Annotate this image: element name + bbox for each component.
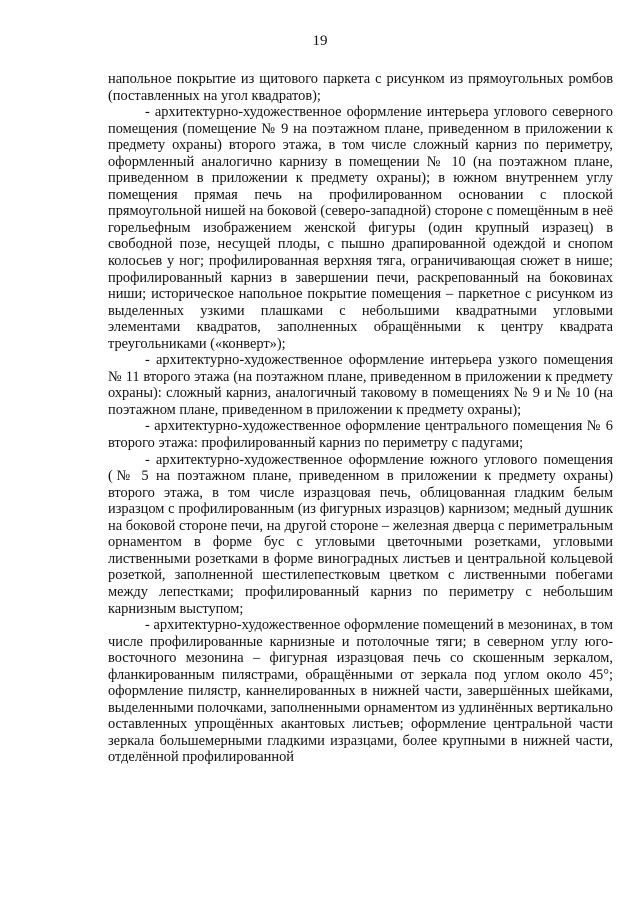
paragraph-room-11-interior: - архитектурно-художественное оформление интерьера узкого помещения № 11 второго этажа (на поэтажном плане, приведенном в приложении к предмету охраны): сложный карниз, аналогичный таковому в помещениях № 9 и № 10 (на поэтажном плане, приведенном в приложении к предмету охраны); [108, 352, 613, 418]
page-number: 19 [312, 33, 328, 49]
paragraph-mezzanine-interior: - архитектурно-художественное оформление помещений в мезонинах, в том числе профилированные карнизные и потолочные тяги; в северном углу юго-восточного мезонина – фигурная изразцовая печь со скошенным зеркалом, фланкированным пилястрами, обращёнными от зеркала под углом около 45°; оформление пилястр, каннелированных в нижней части, завершённых шейками, выделенными полочками, заполненными орнаментом из удлинённых вертикально оставленных упрощённых акантовых листьев; оформление центральной части зеркала большемерными гладкими изразцами, более крупными в нижней части, отделённой профилированной [108, 617, 613, 766]
paragraph-room-5-interior: - архитектурно-художественное оформление южного углового помещения (№ 5 на поэтажном плане, приведенном в приложении к предмету охраны) второго этажа, в том числе изразцовая печь, облицованная гладким белым изразцом с профилированным (из фигурных изразцов) карнизом; медный душник на боковой стороне печи, на другой стороне – железная дверца с периметральным орнаментом в форме бус с угловыми цветочными розетками, угловыми лиственными розетками в форме виноградных листьев и центральной кольцевой розеткой, заполненной шестилепестковым цветком с лиственными побегами между лепестками; профилированный карниз по периметру с небольшим карнизным выступом; [108, 451, 613, 617]
paragraph-floor-covering: напольное покрытие из щитового паркета с рисунком из прямоугольных ромбов (поставленных на угол квадратов); [108, 71, 613, 104]
document-body [108, 71, 613, 766]
paragraph-room-6-interior: - архитектурно-художественное оформление центрального помещения № 6 второго этажа: профилированный карниз по периметру с падугами; [108, 418, 613, 452]
paragraph-room-9-interior: - архитектурно-художественное оформление интерьера углового северного помещения (помещение № 9 на поэтажном плане, приведенном в приложении к предмету охраны) второго этажа, в том числе сложный карниз по периметру, оформленный аналогично карнизу в помещении № 10 (на поэтажном плане, приведенном в приложении к предмету охраны); в южном внутреннем углу помещения прямая печь на профилированном основании с плоской прямоугольной нишей на боковой (северо-западной) стороне с помещённым в неё горельефным изображением женской фигуры (один крупный изразец) в свободной позе, несущей плоды, с пышно драпированной одеждой и снопом колосьев у ног; профилированная верхняя тяга, ограничивающая сюжет в нише; профилированный карниз в завершении печи, раскрепованный на боковинах ниши; историческое напольное покрытие помещения – паркетное с рисунком из выделенных узкими плашками с небольшими квадратными угловыми элементами квадратов, заполненных обращёнными к центру квадрата треугольниками («конверт»); [108, 104, 613, 352]
